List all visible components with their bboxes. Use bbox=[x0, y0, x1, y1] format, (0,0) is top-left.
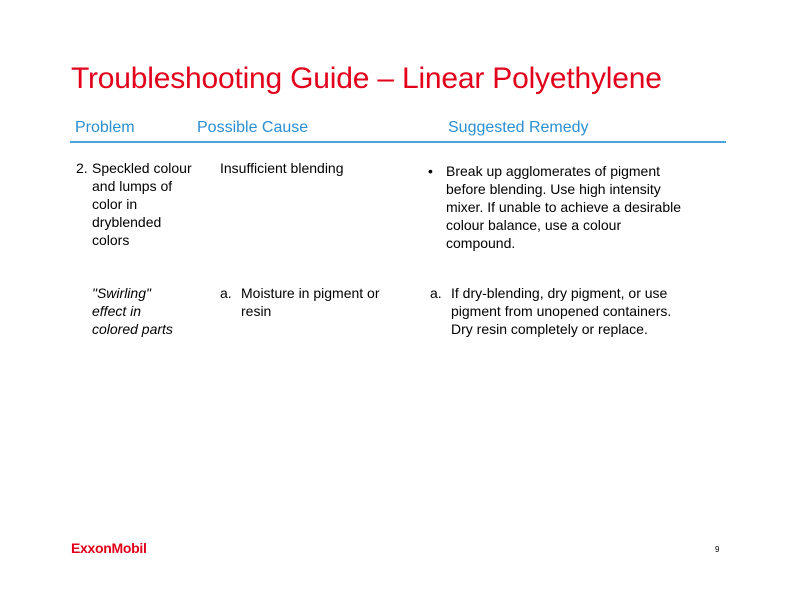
problem-line: Speckled colour bbox=[92, 160, 192, 176]
problem-line: colored parts bbox=[92, 321, 173, 337]
slide-title: Troubleshooting Guide – Linear Polyethylene bbox=[71, 62, 662, 95]
header-suggested-remedy: Suggested Remedy bbox=[448, 119, 589, 136]
problem-line: color in bbox=[92, 196, 138, 212]
row1-problem-number: 2. bbox=[76, 160, 88, 176]
row2-problem bbox=[92, 284, 212, 338]
header-problem: Problem bbox=[75, 119, 135, 136]
cause-text: Insufficient blending bbox=[220, 160, 344, 176]
exxonmobil-logo: ExxonMobil bbox=[71, 540, 147, 556]
remedy-line: If dry-blending, dry pigment, or use bbox=[451, 285, 668, 301]
header-possible-cause: Possible Cause bbox=[197, 119, 309, 136]
row2-cause bbox=[220, 284, 420, 320]
row1-remedy bbox=[428, 162, 728, 252]
row1-problem bbox=[76, 159, 216, 249]
problem-line: colors bbox=[92, 232, 130, 248]
problem-line: effect in bbox=[92, 303, 142, 319]
page-number: 9 bbox=[715, 545, 720, 554]
remedy-line: Break up agglomerates of pigment bbox=[446, 163, 661, 179]
remedy-marker: a. bbox=[430, 285, 442, 301]
remedy-line: Dry resin completely or replace. bbox=[451, 321, 648, 337]
problem-line: dryblended bbox=[92, 214, 162, 230]
cause-marker: a. bbox=[220, 285, 232, 301]
remedy-line: before blending. Use high intensity bbox=[446, 181, 661, 197]
header-rule bbox=[70, 141, 726, 143]
problem-line: "Swirling" bbox=[92, 285, 151, 301]
remedy-line: colour balance, use a colour bbox=[446, 217, 622, 233]
remedy-line: mixer. If unable to achieve a desirable bbox=[446, 199, 682, 215]
cause-line: Moisture in pigment or bbox=[241, 285, 380, 301]
cause-line: resin bbox=[241, 303, 272, 319]
problem-line: and lumps of bbox=[92, 178, 173, 194]
row1-cause bbox=[220, 159, 420, 177]
remedy-line: pigment from unopened containers. bbox=[451, 303, 672, 319]
remedy-line: compound. bbox=[446, 235, 516, 251]
row2-remedy bbox=[430, 284, 730, 338]
bullet-icon: • bbox=[428, 163, 433, 179]
